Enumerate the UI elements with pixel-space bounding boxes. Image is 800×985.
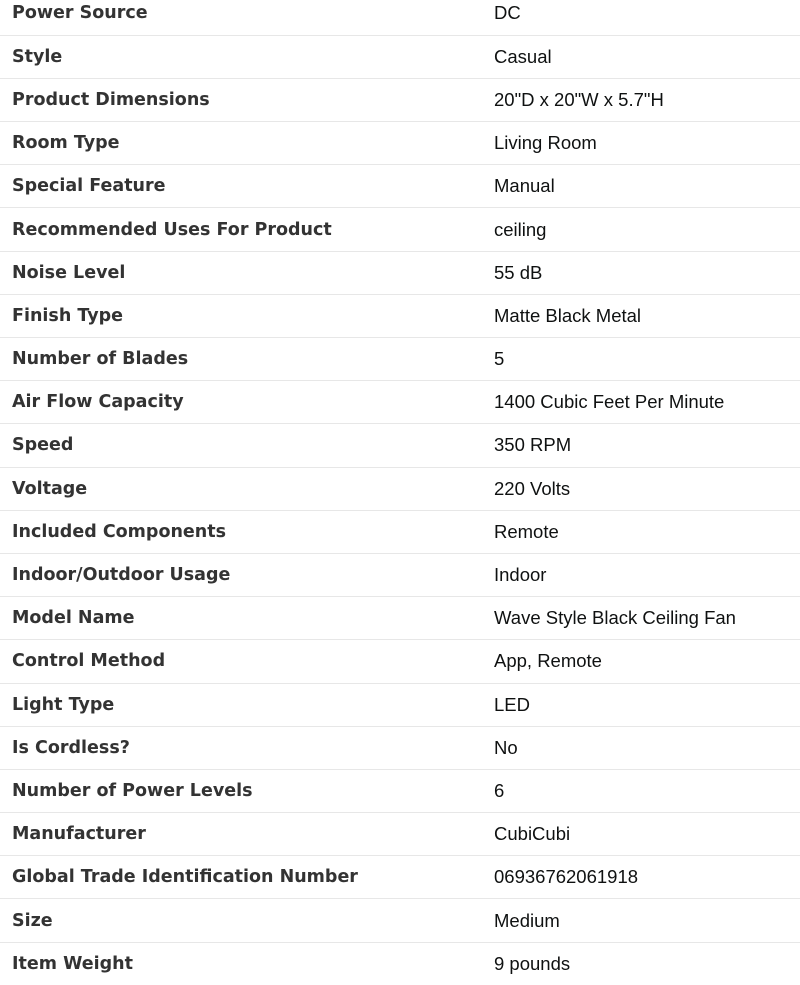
spec-row-noise-level [0, 251, 800, 294]
spec-label: Global Trade Identification Number [12, 867, 358, 888]
spec-value: Indoor [494, 564, 547, 586]
spec-label: Speed [12, 435, 74, 456]
spec-label: Control Method [12, 651, 166, 672]
spec-value: Remote [494, 520, 559, 542]
spec-label: Is Cordless? [12, 737, 130, 758]
spec-value: 06936762061918 [494, 866, 639, 888]
spec-row-recommended-uses-for-product [0, 208, 800, 251]
spec-value: 6 [494, 779, 505, 801]
spec-row-manufacturer [0, 813, 800, 856]
spec-label: Product Dimensions [12, 89, 210, 110]
spec-value: Manual [494, 175, 555, 197]
spec-row-style [0, 35, 800, 78]
spec-row-power-source [0, 0, 800, 35]
spec-value: Living Room [494, 132, 597, 154]
spec-label: Model Name [12, 608, 135, 629]
spec-label: Light Type [12, 694, 115, 715]
spec-row-item-weight [0, 942, 800, 985]
spec-value: 20"D x 20"W x 5.7"H [494, 88, 664, 110]
spec-row-number-of-blades [0, 338, 800, 381]
spec-row-speed [0, 424, 800, 467]
spec-row-finish-type [0, 294, 800, 337]
spec-label: Style [12, 46, 63, 67]
spec-label: Special Feature [12, 176, 166, 197]
spec-label: Voltage [12, 478, 88, 499]
spec-row-indoor-outdoor-usage [0, 553, 800, 596]
spec-row-global-trade-identification-number [0, 856, 800, 899]
spec-value: Casual [494, 45, 552, 67]
spec-label: Size [12, 910, 53, 931]
spec-row-included-components [0, 510, 800, 553]
spec-label: Number of Blades [12, 349, 189, 370]
spec-label: Finish Type [12, 305, 124, 326]
spec-label: Recommended Uses For Product [12, 219, 332, 240]
spec-label: Number of Power Levels [12, 780, 253, 801]
spec-value: Medium [494, 909, 560, 931]
spec-row-product-dimensions [0, 78, 800, 121]
spec-value: 55 dB [494, 261, 543, 283]
spec-row-number-of-power-levels [0, 769, 800, 812]
spec-value: 5 [494, 348, 505, 370]
spec-row-is-cordless [0, 726, 800, 769]
spec-value: LED [494, 693, 530, 715]
spec-row-special-feature [0, 165, 800, 208]
spec-value: DC [494, 2, 521, 24]
spec-label: Item Weight [12, 953, 133, 974]
spec-value: 9 pounds [494, 952, 571, 974]
spec-row-size [0, 899, 800, 942]
spec-value: ceiling [494, 218, 547, 240]
spec-value: No [494, 736, 518, 758]
spec-value: 350 RPM [494, 434, 572, 456]
spec-label: Power Source [12, 3, 148, 24]
spec-value: 1400 Cubic Feet Per Minute [494, 391, 725, 413]
spec-label: Manufacturer [12, 824, 146, 845]
spec-label: Noise Level [12, 262, 126, 283]
spec-row-room-type [0, 122, 800, 165]
spec-row-model-name [0, 597, 800, 640]
spec-value: Matte Black Metal [494, 304, 642, 326]
spec-row-air-flow-capacity [0, 381, 800, 424]
spec-value: 220 Volts [494, 477, 571, 499]
spec-value: Wave Style Black Ceiling Fan [494, 607, 736, 629]
spec-row-voltage [0, 467, 800, 510]
spec-label: Room Type [12, 133, 120, 154]
spec-value: App, Remote [494, 650, 602, 672]
spec-row-light-type [0, 683, 800, 726]
spec-label: Included Components [12, 521, 227, 542]
spec-value: CubiCubi [494, 823, 571, 845]
spec-label: Air Flow Capacity [12, 392, 184, 413]
spec-label: Indoor/Outdoor Usage [12, 565, 231, 586]
spec-row-control-method [0, 640, 800, 683]
